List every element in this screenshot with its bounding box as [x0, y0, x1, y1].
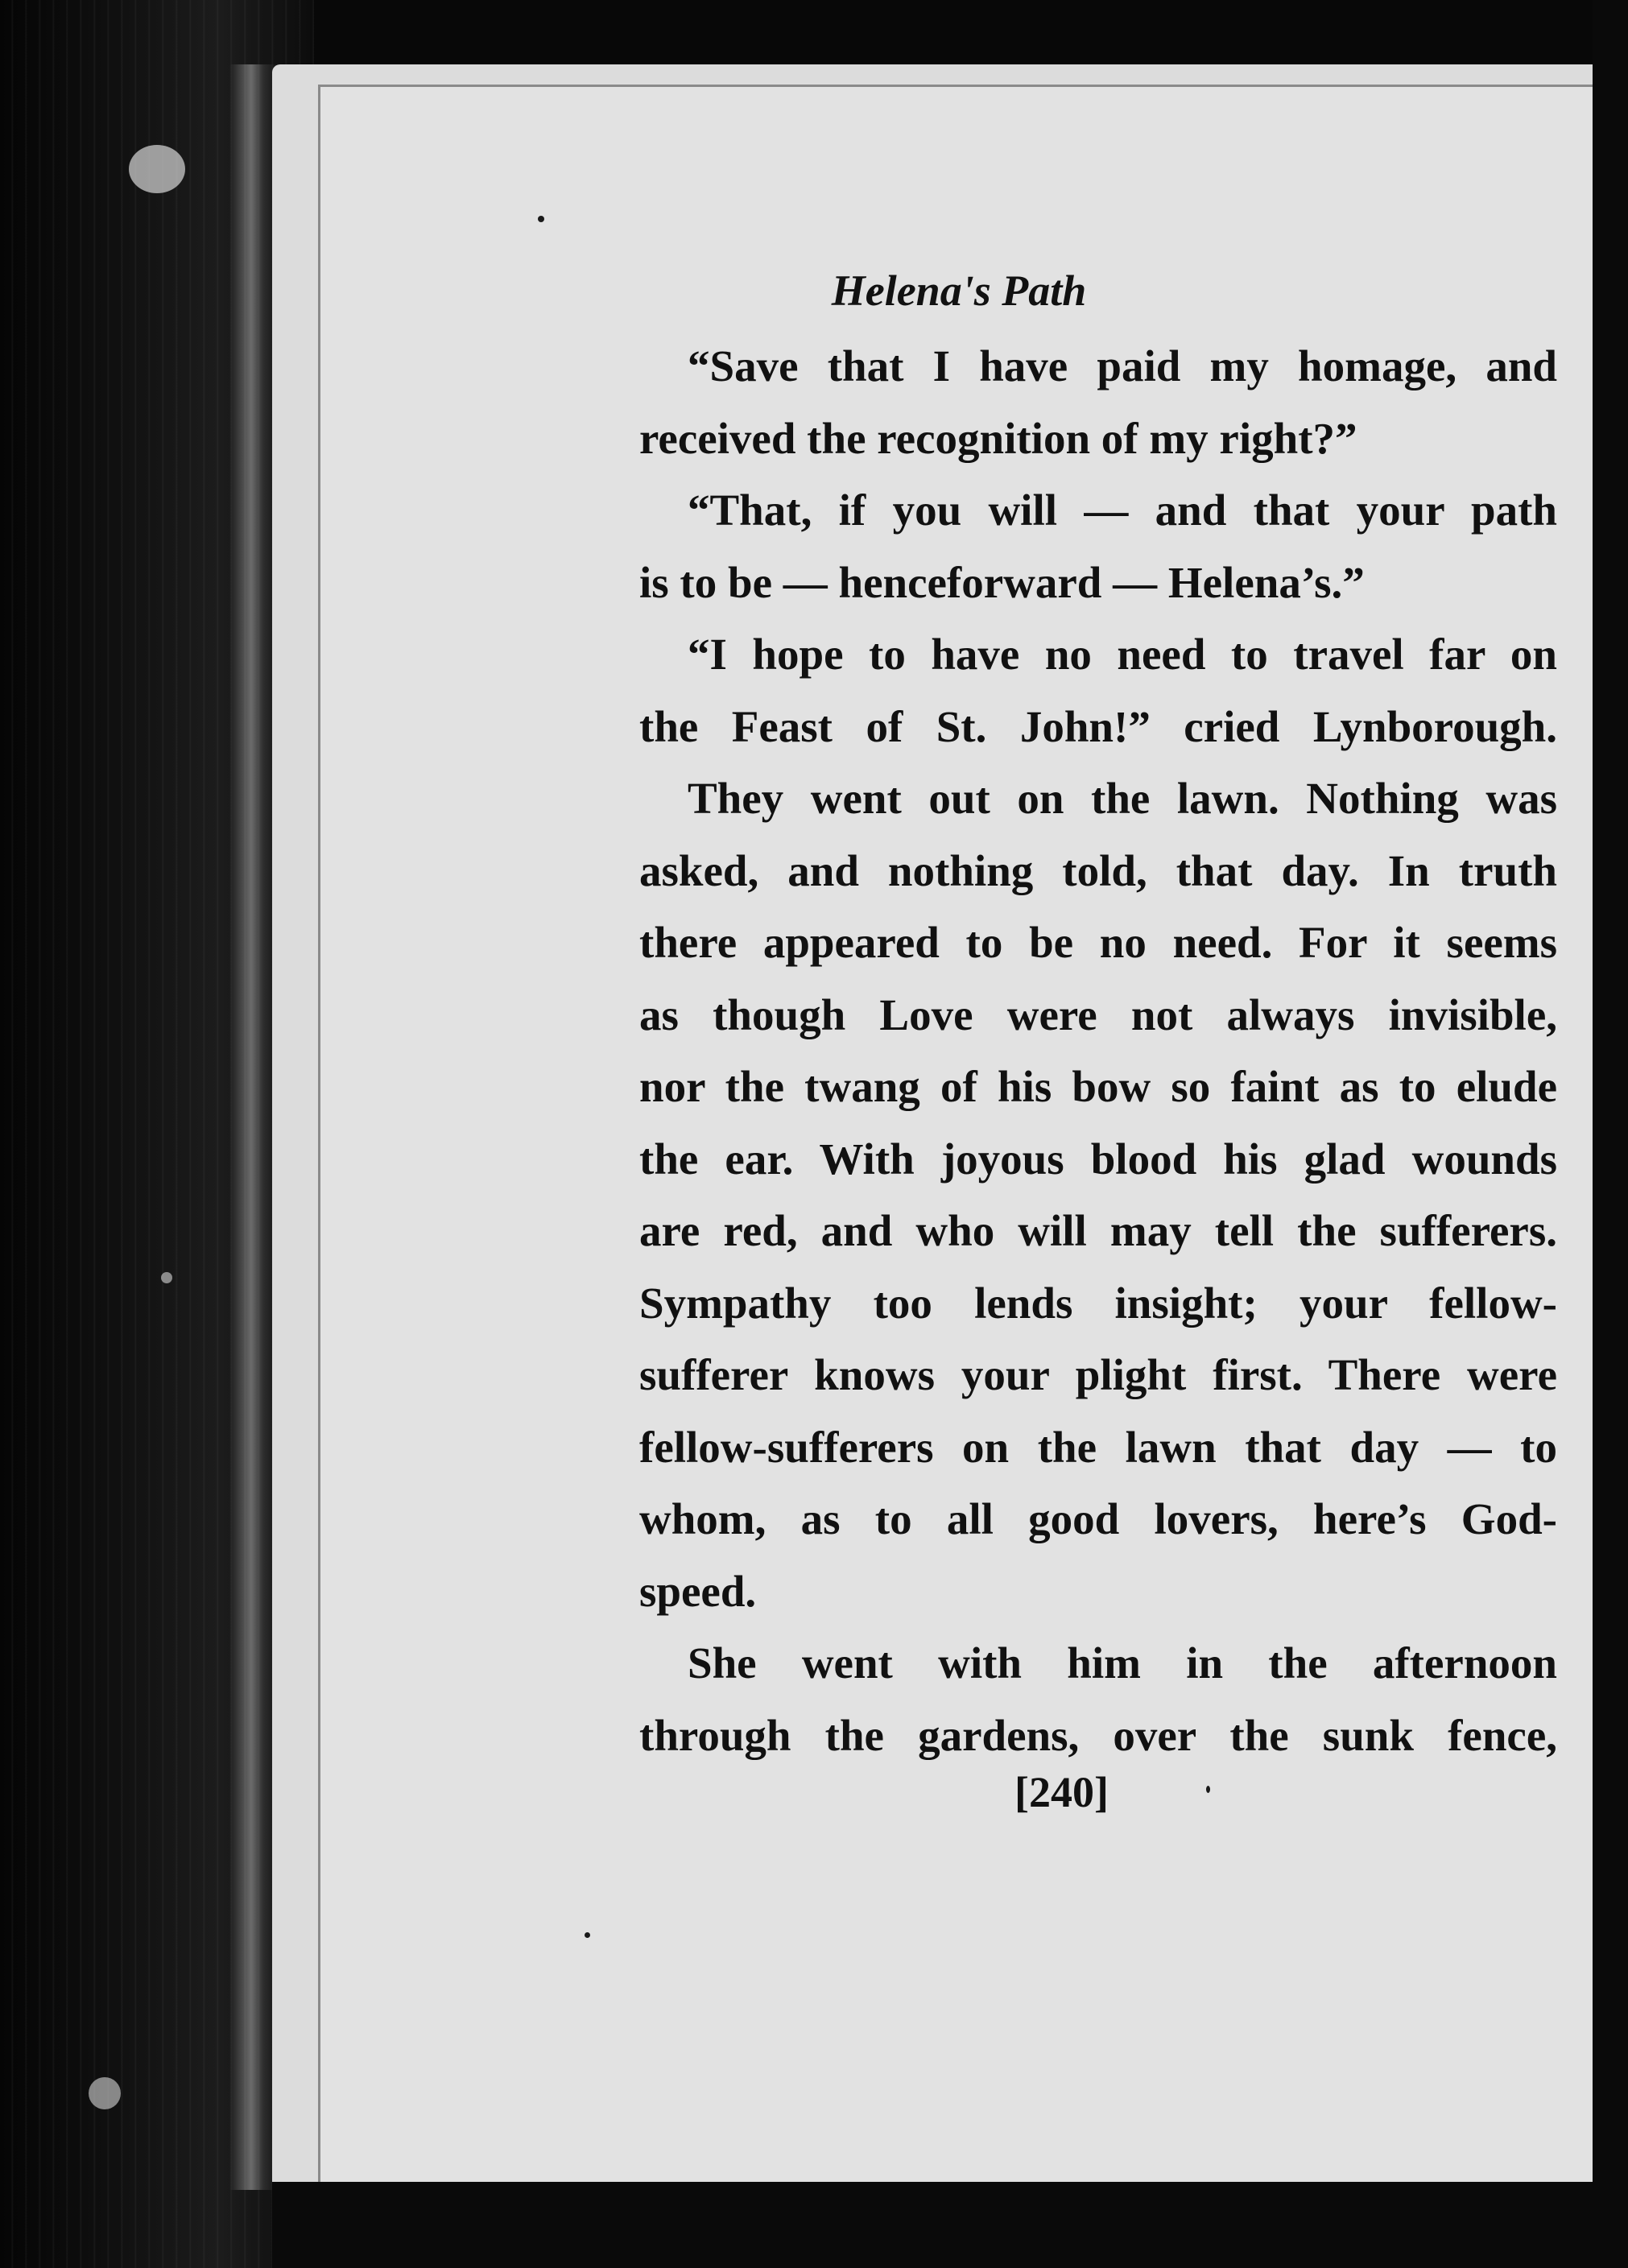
text-line: sufferer knows your plight first. There were — [639, 1350, 1557, 1399]
scan-border-right — [1593, 0, 1628, 2268]
scan-border-bottom — [272, 2182, 1628, 2268]
text-line: fellow-sufferers on the lawn that day — to — [639, 1422, 1557, 1472]
text-line: asked, and nothing told, that day. In truth — [639, 845, 1557, 895]
text-line: there appeared to be no need. For it seems — [639, 918, 1557, 967]
text-line: through the gardens, over the sunk fence, — [639, 1710, 1557, 1760]
text-line: as though Love were not always invisible, — [639, 989, 1557, 1039]
text-line: whom, as to all good lovers, here’s God- — [639, 1494, 1557, 1543]
text-line: the ear. With joyous blood his glad wounds — [639, 1134, 1557, 1184]
ink-speck — [538, 216, 544, 222]
text-line: are red, and who will may tell the sufferers. — [639, 1206, 1557, 1255]
text-line: received the recognition of my right?” — [639, 413, 1357, 463]
text-line: “Save that I have paid my homage, and — [688, 341, 1557, 390]
text-line: Sympathy too lends insight; your fellow- — [639, 1278, 1557, 1328]
text-line: “I hope to have no need to travel far on — [688, 630, 1557, 679]
edge-blemish — [89, 2077, 121, 2109]
text-line: speed. — [639, 1566, 757, 1616]
ink-speck — [1206, 1786, 1210, 1793]
page-number: [240] — [1014, 1768, 1109, 1816]
text-line: the Feast of St. John!” cried Lynborough. — [639, 701, 1557, 751]
text-line: nor the twang of his bow so faint as to elude — [639, 1062, 1557, 1111]
edge-blemish — [161, 1272, 172, 1283]
body-text — [639, 330, 1557, 1771]
running-head: Helena's Path — [831, 266, 1087, 315]
ink-speck — [585, 1932, 590, 1938]
page-stack-edge — [229, 64, 278, 2190]
text-line: They went out on the lawn. Nothing was — [688, 774, 1557, 823]
text-line: “That, if you will — and that your path — [688, 485, 1557, 535]
edge-blemish — [129, 145, 185, 193]
text-line: She went with him in the afternoon — [688, 1638, 1557, 1688]
text-line: is to be — henceforward — Helena’s.” — [639, 557, 1365, 607]
